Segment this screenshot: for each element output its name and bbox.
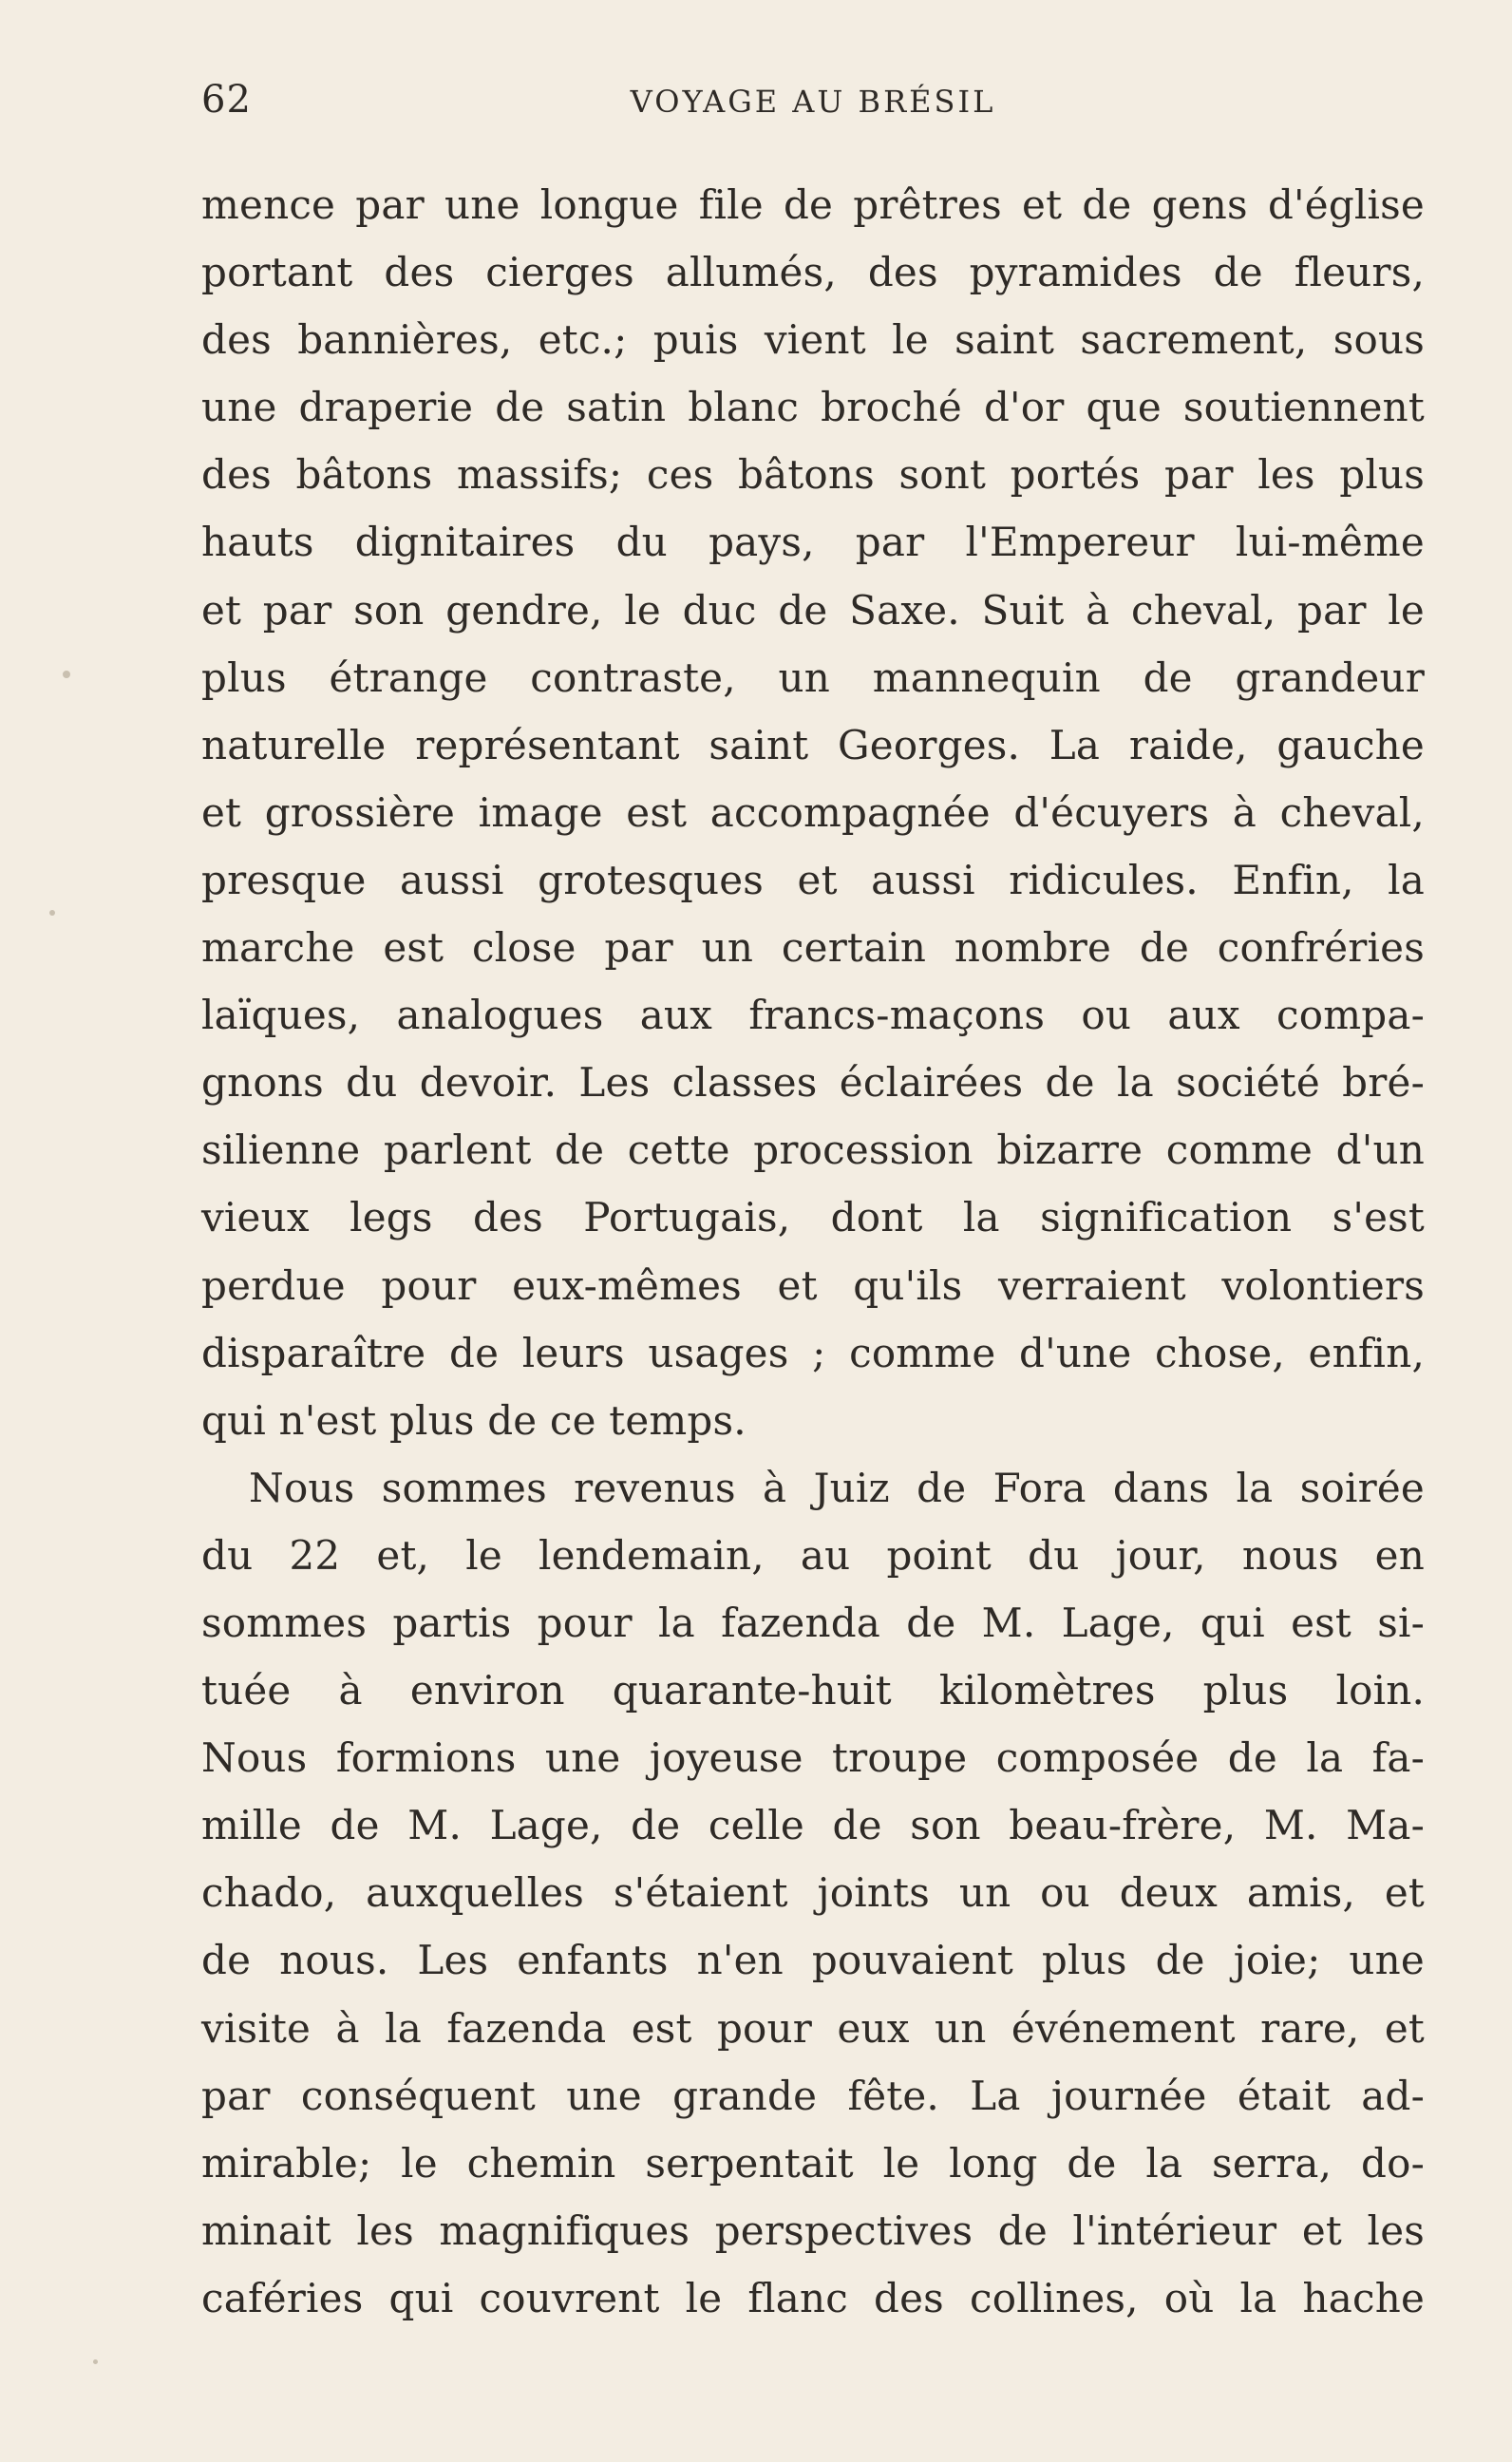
text-line: laïques, analogues aux francs-maçons ou aux compa- xyxy=(201,992,1425,1039)
text-line: gnons du devoir. Les classes éclairées de la société bré- xyxy=(201,1059,1425,1107)
text-line: mirable; le chemin serpentait le long de la serra, do- xyxy=(201,2139,1425,2187)
text-line: mence par une longue file de prêtres et de gens d'église xyxy=(201,181,1425,228)
paragraph-2 xyxy=(201,1454,1425,2332)
text-line: et grossière image est accompagnée d'écuyers à cheval, xyxy=(201,788,1425,836)
text-line: mille de M. Lage, de celle de son beau-frère, M. Ma- xyxy=(201,1802,1425,1849)
text-line: naturelle représentant saint Georges. La raide, gauche xyxy=(201,721,1425,768)
text-line: Nous sommes revenus à Juiz de Fora dans la soirée xyxy=(249,1464,1425,1511)
body-text xyxy=(201,171,1425,2332)
text-line: visite à la fazenda est pour eux un événement rare, et xyxy=(201,2004,1425,2052)
text-line: qui n'est plus de ce temps. xyxy=(201,1396,747,1444)
text-line: du 22 et, le lendemain, au point du jour, nous en xyxy=(201,1531,1425,1579)
paper-speck xyxy=(63,671,70,678)
text-line: tuée à environ quarante-huit kilomètres plus loin. xyxy=(201,1667,1425,1714)
paragraph-1 xyxy=(201,171,1425,1454)
running-title: VOYAGE AU BRÉSIL xyxy=(630,84,996,120)
text-line: vieux legs des Portugais, dont la signification s'est xyxy=(201,1194,1425,1241)
text-line: des bâtons massifs; ces bâtons sont portés par les plus xyxy=(201,451,1425,499)
paper-speck xyxy=(49,910,55,916)
text-line: portant des cierges allumés, des pyramides de fleurs, xyxy=(201,249,1425,296)
running-head xyxy=(201,78,1425,135)
text-line: perdue pour eux-mêmes et qu'ils verraient volontiers xyxy=(201,1261,1425,1309)
text-line: marche est close par un certain nombre de confréries xyxy=(201,924,1425,972)
text-line: de nous. Les enfants n'en pouvaient plus de joie; une xyxy=(201,1937,1425,1984)
page-number: 62 xyxy=(201,78,252,122)
text-line: minait les magnifiques perspectives de l'intérieur et les xyxy=(201,2206,1425,2254)
text-line: et par son gendre, le duc de Saxe. Suit à cheval, par le xyxy=(201,586,1425,634)
text-line: des bannières, etc.; puis vient le saint sacrement, sous xyxy=(201,316,1425,364)
text-line: sommes partis pour la fazenda de M. Lage, qui est si- xyxy=(201,1599,1425,1646)
text-line: hauts dignitaires du pays, par l'Empereur lui-même xyxy=(201,519,1425,566)
text-line: caféries qui couvrent le flanc des collines, où la hache xyxy=(201,2274,1425,2321)
text-line: presque aussi grotesques et aussi ridicules. Enfin, la xyxy=(201,856,1425,903)
text-line: par conséquent une grande fête. La journée était ad- xyxy=(201,2072,1425,2119)
text-line: une draperie de satin blanc broché d'or que soutiennent xyxy=(201,384,1425,431)
text-line: disparaître de leurs usages ; comme d'une chose, enfin, xyxy=(201,1329,1425,1376)
text-line: silienne parlent de cette procession bizarre comme d'un xyxy=(201,1127,1425,1174)
text-line: chado, auxquelles s'étaient joints un ou deux amis, et xyxy=(201,1869,1425,1917)
text-line: Nous formions une joyeuse troupe composée de la fa- xyxy=(201,1734,1425,1782)
paper-speck xyxy=(93,2359,98,2364)
text-line: plus étrange contraste, un mannequin de grandeur xyxy=(201,653,1425,701)
